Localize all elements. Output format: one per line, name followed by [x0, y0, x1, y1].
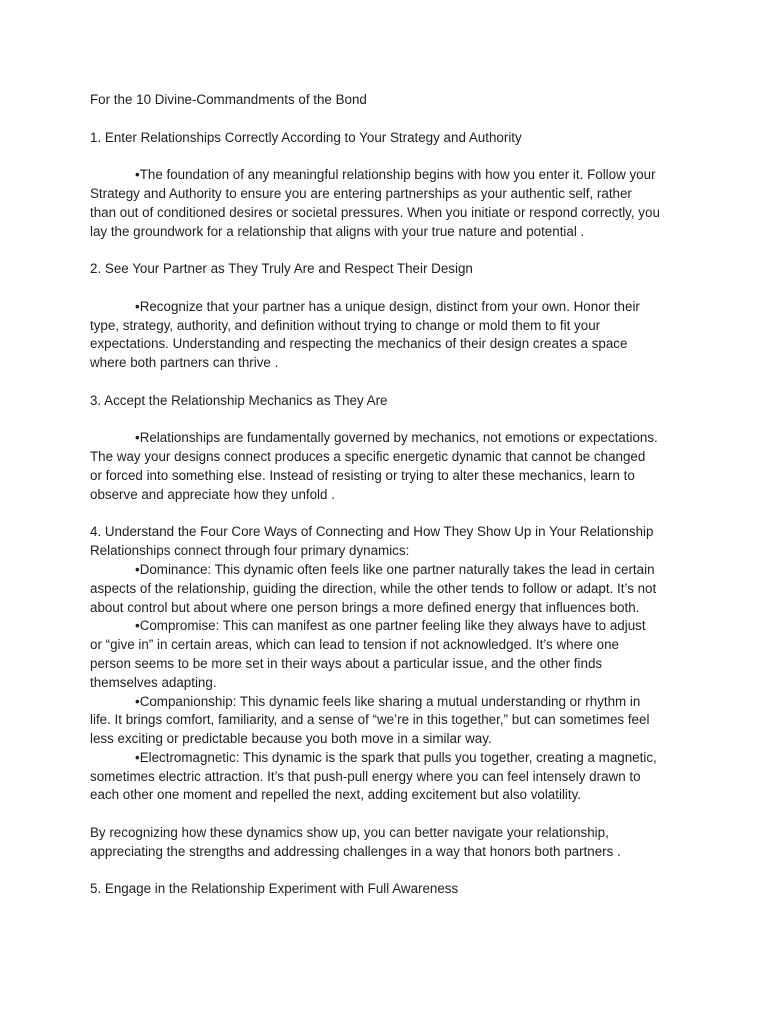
- spacer: [90, 110, 682, 129]
- section-closing-4: [90, 824, 682, 862]
- dynamic-compromise: [90, 617, 682, 692]
- body-line: •Relationships are fundamentally governed by mechanics, not emotions or expectations.: [135, 430, 658, 446]
- body-line: Strategy and Authority to ensure you are entering partnerships as your authentic self, rather: [90, 185, 632, 201]
- body-line: or forced into something else. Instead of resisting or trying to alter these mechanics, learn to: [90, 467, 635, 483]
- body-line: lay the groundwork for a relationship that aligns with your true nature and potential .: [90, 223, 585, 239]
- body-line: person seems to be more set in their ways about a particular issue, and the other finds: [90, 655, 603, 671]
- body-line: life. It brings comfort, familiarity, and a sense of “we’re in this together,” but can sometimes feel: [90, 712, 650, 728]
- document-page: [90, 91, 682, 899]
- spacer: [90, 373, 682, 392]
- body-line: •Recognize that your partner has a unique design, distinct from your own. Honor their: [135, 298, 640, 314]
- body-line: aspects of the relationship, guiding the direction, while the other tends to follow or adapt. It’s not: [90, 580, 657, 596]
- body-line: expectations. Understanding and respecting the mechanics of their design creates a space: [90, 336, 628, 352]
- spacer: [90, 147, 682, 166]
- section-heading-5: 5. Engage in the Relationship Experiment with Full Awareness: [90, 881, 459, 897]
- dynamic-dominance: [90, 561, 682, 617]
- body-line: themselves adapting.: [90, 674, 217, 690]
- section-intro-4: Relationships connect through four primary dynamics:: [90, 543, 410, 559]
- body-line: than out of conditioned desires or societal pressures. When you initiate or respond correctly, you: [90, 204, 660, 220]
- body-line: •Dominance: This dynamic often feels like one partner naturally takes the lead in certain: [135, 561, 655, 577]
- body-line: about control but about where one person brings a more defined energy that influences both.: [90, 599, 640, 615]
- spacer: [90, 411, 682, 430]
- body-line: •Electromagnetic: This dynamic is the spark that pulls you together, creating a magnetic,: [135, 749, 657, 765]
- section-body-2: [90, 298, 682, 373]
- body-line: sometimes electric attraction. It’s that push-pull energy where you can feel intensely drawn to: [90, 768, 641, 784]
- document-title: For the 10 Divine-Commandments of the Bond: [90, 92, 367, 107]
- section-heading-3: 3. Accept the Relationship Mechanics as They Are: [90, 392, 388, 408]
- section-body-3: [90, 429, 682, 504]
- section-heading-1: 1. Enter Relationships Correctly According to Your Strategy and Authority: [90, 129, 522, 145]
- section-heading-4: 4. Understand the Four Core Ways of Connecting and How They Show Up in Your Relationship: [90, 524, 654, 540]
- body-line: •The foundation of any meaningful relationship begins with how you enter it. Follow your: [135, 167, 656, 183]
- body-line: observe and appreciate how they unfold .: [90, 486, 335, 502]
- body-line: each other one moment and repelled the next, adding excitement but also volatility.: [90, 787, 582, 803]
- body-line: •Companionship: This dynamic feels like sharing a mutual understanding or rhythm in: [135, 693, 641, 709]
- section-body-1: [90, 166, 682, 241]
- body-line: appreciating the strengths and addressing challenges in a way that honors both partners .: [90, 843, 621, 859]
- body-line: •Compromise: This can manifest as one partner feeling like they always have to adjust: [135, 618, 646, 634]
- spacer: [90, 505, 682, 524]
- body-line: type, strategy, authority, and definition without trying to change or mold them to fit your: [90, 317, 601, 333]
- spacer: [90, 862, 682, 881]
- body-line: By recognizing how these dynamics show up, you can better navigate your relationship,: [90, 825, 609, 841]
- spacer: [90, 279, 682, 298]
- body-line: where both partners can thrive .: [90, 355, 279, 371]
- section-heading-2: 2. See Your Partner as They Truly Are and Respect Their Design: [90, 261, 473, 277]
- dynamic-electromagnetic: [90, 749, 682, 805]
- spacer: [90, 241, 682, 260]
- body-line: The way your designs connect produces a specific energetic dynamic that cannot be changed: [90, 449, 646, 465]
- dynamic-companionship: [90, 693, 682, 749]
- spacer: [90, 805, 682, 824]
- body-line: or “give in” in certain areas, which can lead to tension if not acknowledged. It’s where one: [90, 637, 619, 653]
- body-line: less exciting or predictable because you both move in a similar way.: [90, 731, 492, 747]
